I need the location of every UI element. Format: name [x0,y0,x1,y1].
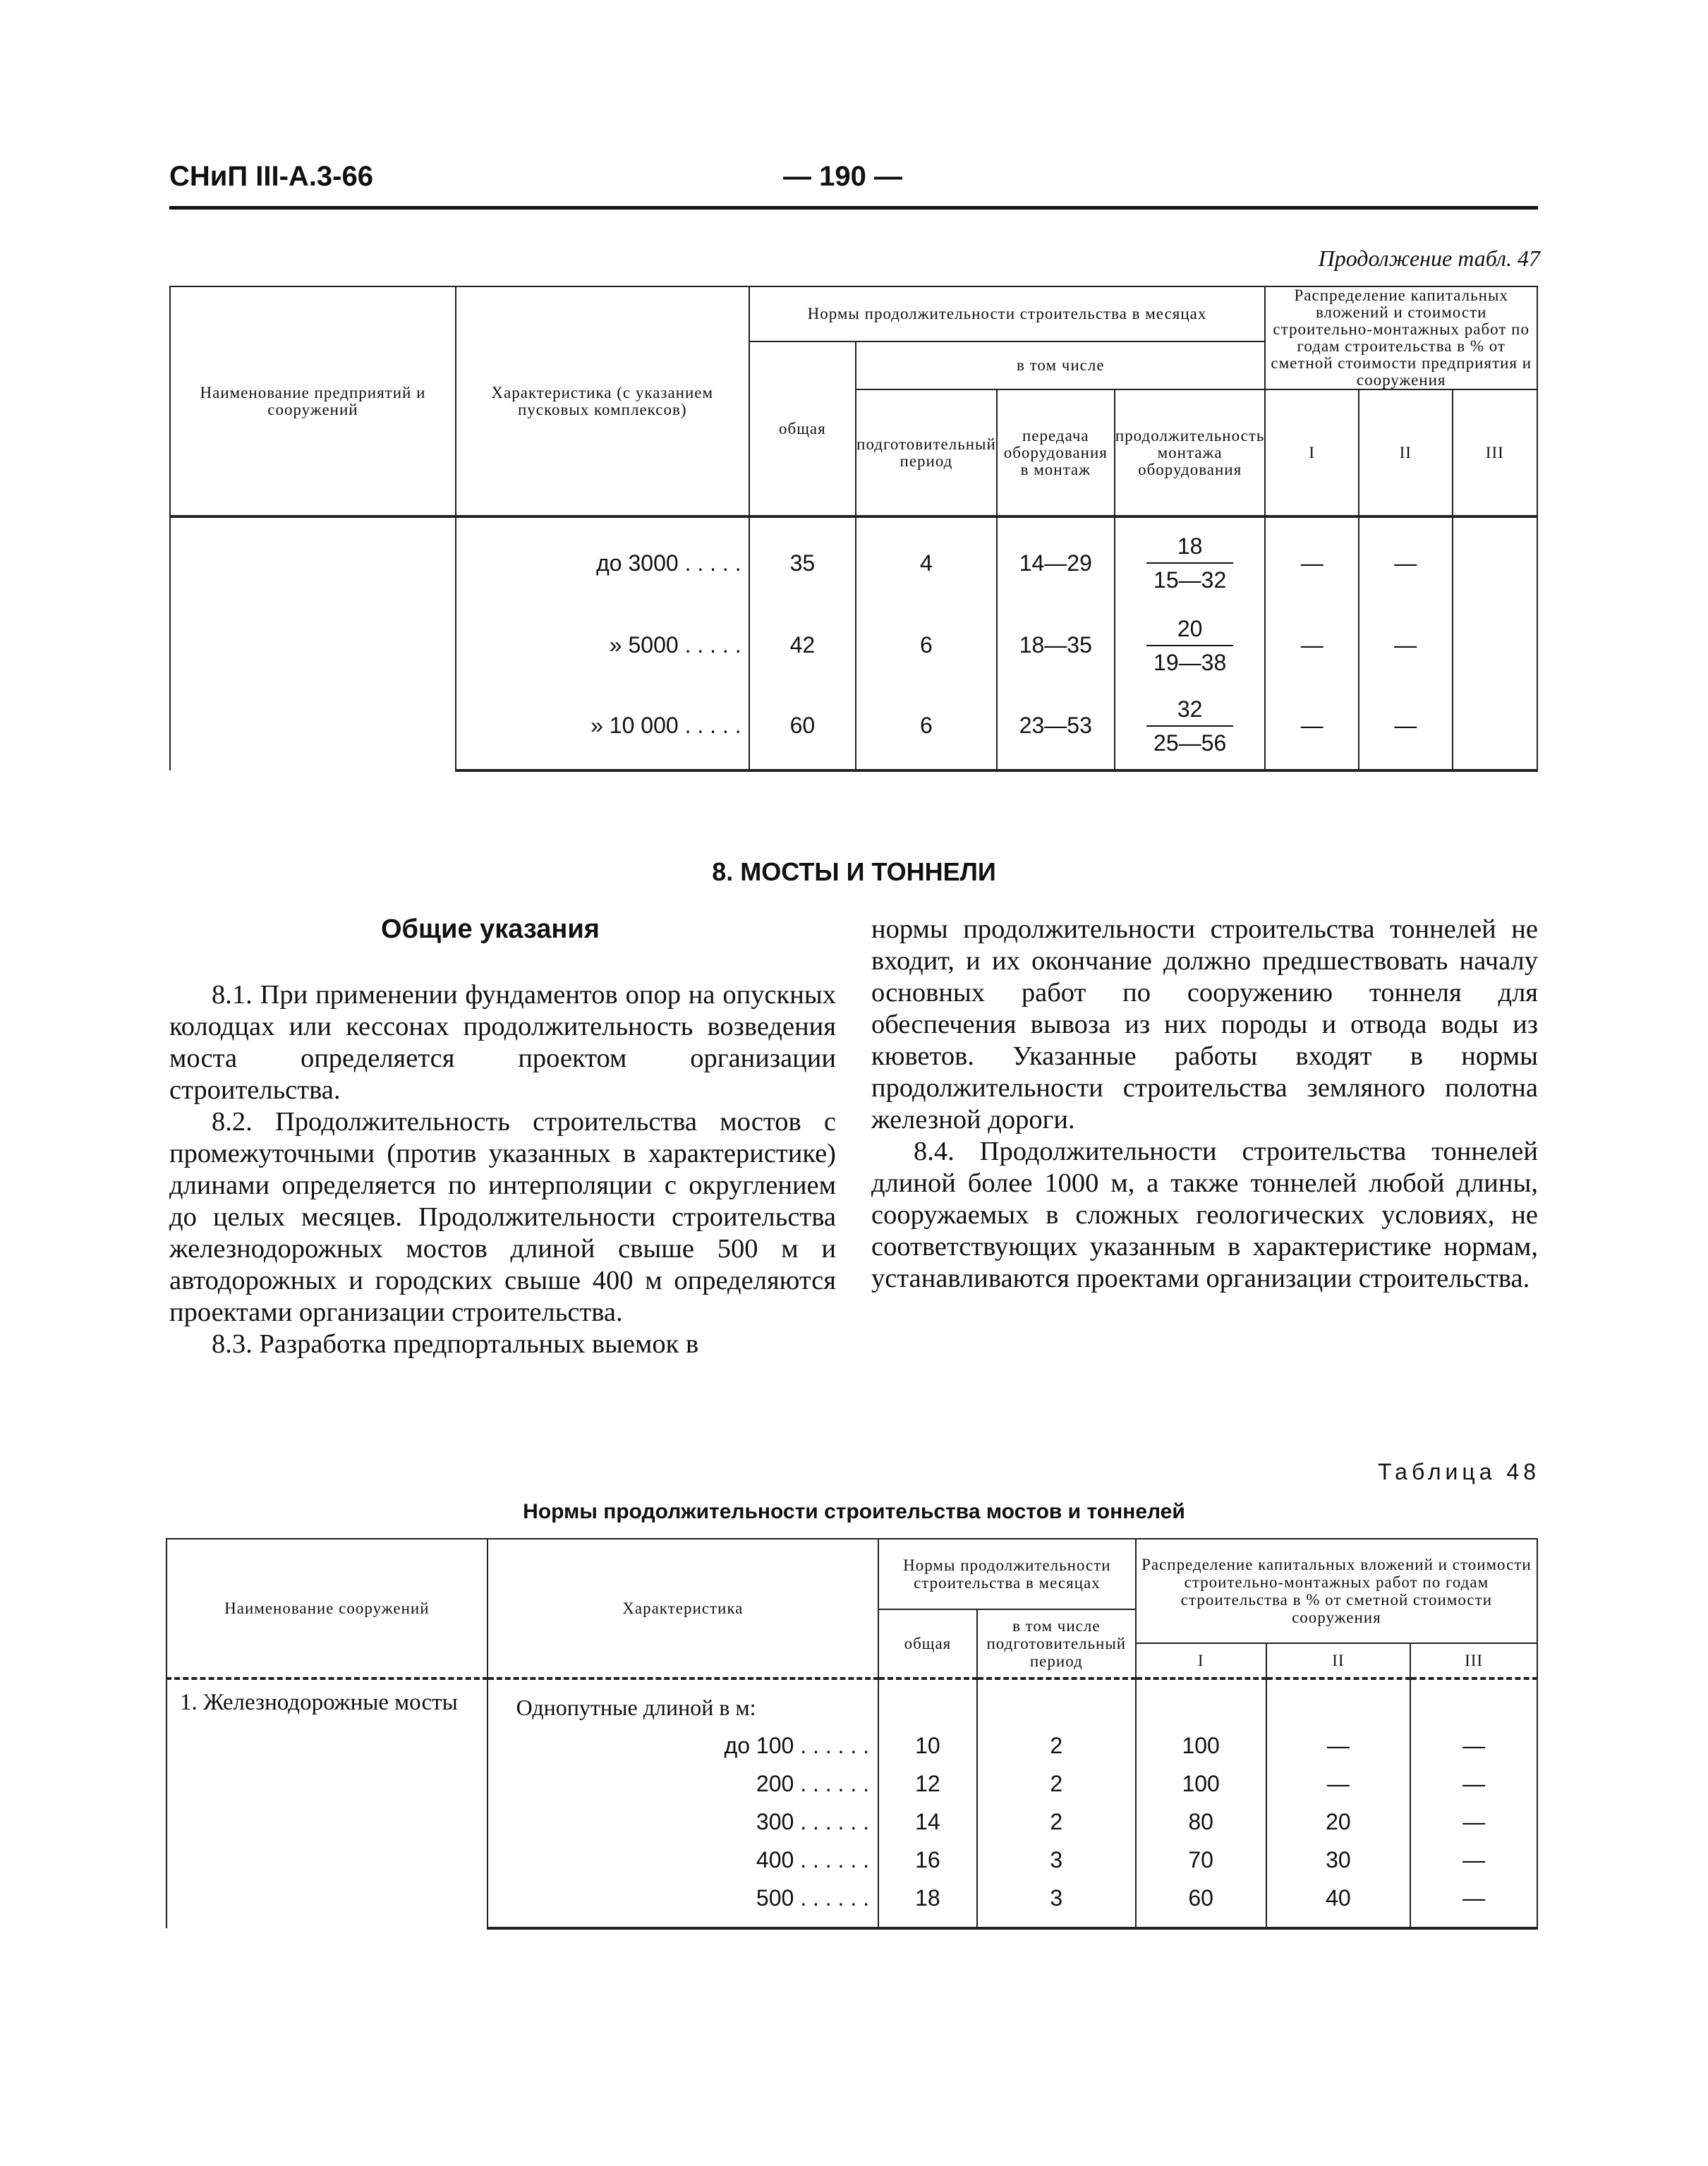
install-cell [1115,516,1266,608]
year3-cell [1453,608,1537,682]
header-including: в том числе [856,341,1265,389]
header-duration-group: Нормы продолжительности строительства в месяцах [878,1539,1136,1609]
header-characteristic: Характеристика (с указанием пусковых комплексов) [456,286,749,516]
table-48 [166,1538,1538,1930]
characteristic-cell: 400 . . . . . . [487,1841,878,1879]
header-name: Наименование сооружений [166,1539,487,1678]
year2-cell: — [1266,1765,1411,1803]
fraction-numerator: 32 [1146,693,1233,727]
empty-cell [1266,1678,1411,1726]
total-cell: 18 [878,1879,977,1928]
empty-cell [1136,1678,1266,1726]
total-cell: 35 [749,516,856,608]
year2-cell: — [1359,608,1453,682]
paragraph-8-3-continued: нормы продолжительности строительства тоннелей не входит, и их окончание должно предшествовать началу основных работ по сооружению тоннеля для обеспечения вывоза из них породы и отвода воды из кюветов. Указанные работы входят в нормы продолжительности строительства земляного полотна железной дороги. [871,914,1538,1135]
year3-cell: — [1410,1879,1537,1928]
total-cell: 10 [878,1726,977,1765]
prep-cell: 6 [856,682,997,770]
characteristic-cell: до 100 . . . . . . [487,1726,878,1765]
year1-cell: 100 [1136,1765,1266,1803]
table-group-row [166,1678,1537,1726]
year1-cell: 60 [1136,1879,1266,1928]
fraction [1146,530,1233,596]
header-distribution: Распределение капитальных вложений и стоимости строительно-монтажных работ по годам строительства в % от сметной стоимости предприятия и сооружения [1265,286,1537,389]
year1-cell: 70 [1136,1841,1266,1879]
paragraph-8-2: 8.2. Продолжительность строительства мостов с промежуточными (против указанных в характеристике) длинами определяется по интерполяции с округлением до целых месяцев. Продолжительности строительства железнодорожных мостов длиной свыше 500 м и автодорожных и городских свыше 400 м определяются проектами организации строительства. [169,1107,836,1327]
header-year-2: II [1266,1643,1411,1678]
header-prep: в том числе подготовительный период [977,1609,1136,1678]
year3-cell: — [1410,1765,1537,1803]
group-characteristic-cell: Однопутные длиной в м: [487,1678,878,1726]
page-header [169,161,1538,200]
header-name: Наименование предприятий и сооружений [170,286,456,516]
fraction-numerator: 20 [1146,612,1233,646]
year1-cell: — [1265,682,1359,770]
year2-cell: 20 [1266,1803,1411,1841]
header-installation-duration: продолжительность монтажа оборудования [1115,389,1266,516]
group-name-cell: 1. Железнодорожные мосты [166,1678,487,1928]
prep-cell: 4 [856,516,997,608]
total-cell: 42 [749,608,856,682]
prep-cell: 6 [856,608,997,682]
transfer-cell: 18—35 [997,608,1115,682]
year1-cell: 100 [1136,1726,1266,1765]
fraction [1146,693,1233,759]
fraction-numerator: 18 [1146,530,1233,564]
subheading: Общие указания [381,914,600,944]
total-cell: 16 [878,1841,977,1879]
year3-cell: — [1410,1726,1537,1765]
table-48-label: Таблица 48 [1378,1459,1540,1484]
paragraph-8-4: 8.4. Продолжительности строительства тоннелей длиной более 1000 м, а также тоннелей любой длины, сооружаемых в сложных геологических условиях, не соответствующих указанным в характеристике нормам, устанавливаются проектами организации строительства. [871,1137,1538,1293]
header-prep-period: подготовительный период [856,389,997,516]
year2-cell: 30 [1266,1841,1411,1879]
year1-cell: — [1265,516,1359,608]
header-duration-group: Нормы продолжительности строительства в месяцах [749,286,1266,341]
prep-cell: 3 [977,1879,1136,1928]
header-year-2: II [1359,389,1453,516]
characteristic-cell: 500 . . . . . . [487,1879,878,1928]
empty-cell [1410,1678,1537,1726]
prep-cell: 2 [977,1803,1136,1841]
year2-cell: 40 [1266,1879,1411,1928]
table-47-continuation [169,286,1538,772]
year1-cell: — [1265,608,1359,682]
empty-cell [977,1678,1136,1726]
year3-cell [1453,682,1537,770]
paragraph-8-3: 8.3. Разработка предпортальных выемок в [212,1329,699,1359]
table-continuation-label: Продолжение табл. 47 [1318,246,1540,271]
page-number: — 190 — [783,161,902,192]
transfer-cell: 23—53 [997,682,1115,770]
header-rule [169,206,1538,210]
characteristic-cell: » 10 000 . . . . . [456,682,749,770]
year2-cell: — [1359,516,1453,608]
fraction-denominator: 19—38 [1153,649,1227,675]
characteristic-cell: » 5000 . . . . . [456,608,749,682]
install-cell [1115,682,1266,770]
prep-cell: 2 [977,1765,1136,1803]
year2-cell: — [1359,682,1453,770]
characteristic-cell: 200 . . . . . . [487,1765,878,1803]
header-year-3: III [1453,389,1537,516]
header-year-3: III [1410,1643,1537,1678]
header-characteristic: Характеристика [487,1539,878,1678]
install-cell [1115,608,1266,682]
fraction [1146,612,1233,679]
year3-cell [1453,516,1537,608]
header-distribution: Распределение капитальных вложений и стоимости строительно-монтажных работ по годам строительства в % от сметной стоимости сооружения [1136,1539,1537,1643]
fraction-denominator: 25—56 [1153,730,1227,756]
total-cell: 14 [878,1803,977,1841]
text-column-left [169,979,836,1360]
year3-cell: — [1410,1803,1537,1841]
total-cell: 60 [749,682,856,770]
header-year-1: I [1265,389,1359,516]
header-year-1: I [1136,1643,1266,1678]
year3-cell: — [1410,1841,1537,1879]
year2-cell: — [1266,1726,1411,1765]
characteristic-cell: 300 . . . . . . [487,1803,878,1841]
paragraph-8-1: 8.1. При применении фундаментов опор на опускных колодцах или кессонах продолжительность возведения моста определяется проектом организации строительства. [169,980,836,1105]
table-48-title: Нормы продолжительности строительства мостов и тоннелей [523,1500,1185,1523]
header-total: общая [878,1609,977,1678]
header-equipment-transfer: передача оборудования в монтаж [997,389,1115,516]
document-code: СНиП III-А.3-66 [169,161,373,192]
prep-cell: 2 [977,1726,1136,1765]
prep-cell: 3 [977,1841,1136,1879]
text-column-right [871,914,1538,1295]
characteristic-cell: до 3000 . . . . . [456,516,749,608]
name-cell-empty [170,516,456,770]
transfer-cell: 14—29 [997,516,1115,608]
empty-cell [878,1678,977,1726]
table-row [170,516,1537,608]
section-title: 8. МОСТЫ И ТОННЕЛИ [712,857,996,886]
year1-cell: 80 [1136,1803,1266,1841]
fraction-denominator: 15—32 [1153,567,1227,593]
header-total: общая [749,341,856,516]
total-cell: 12 [878,1765,977,1803]
